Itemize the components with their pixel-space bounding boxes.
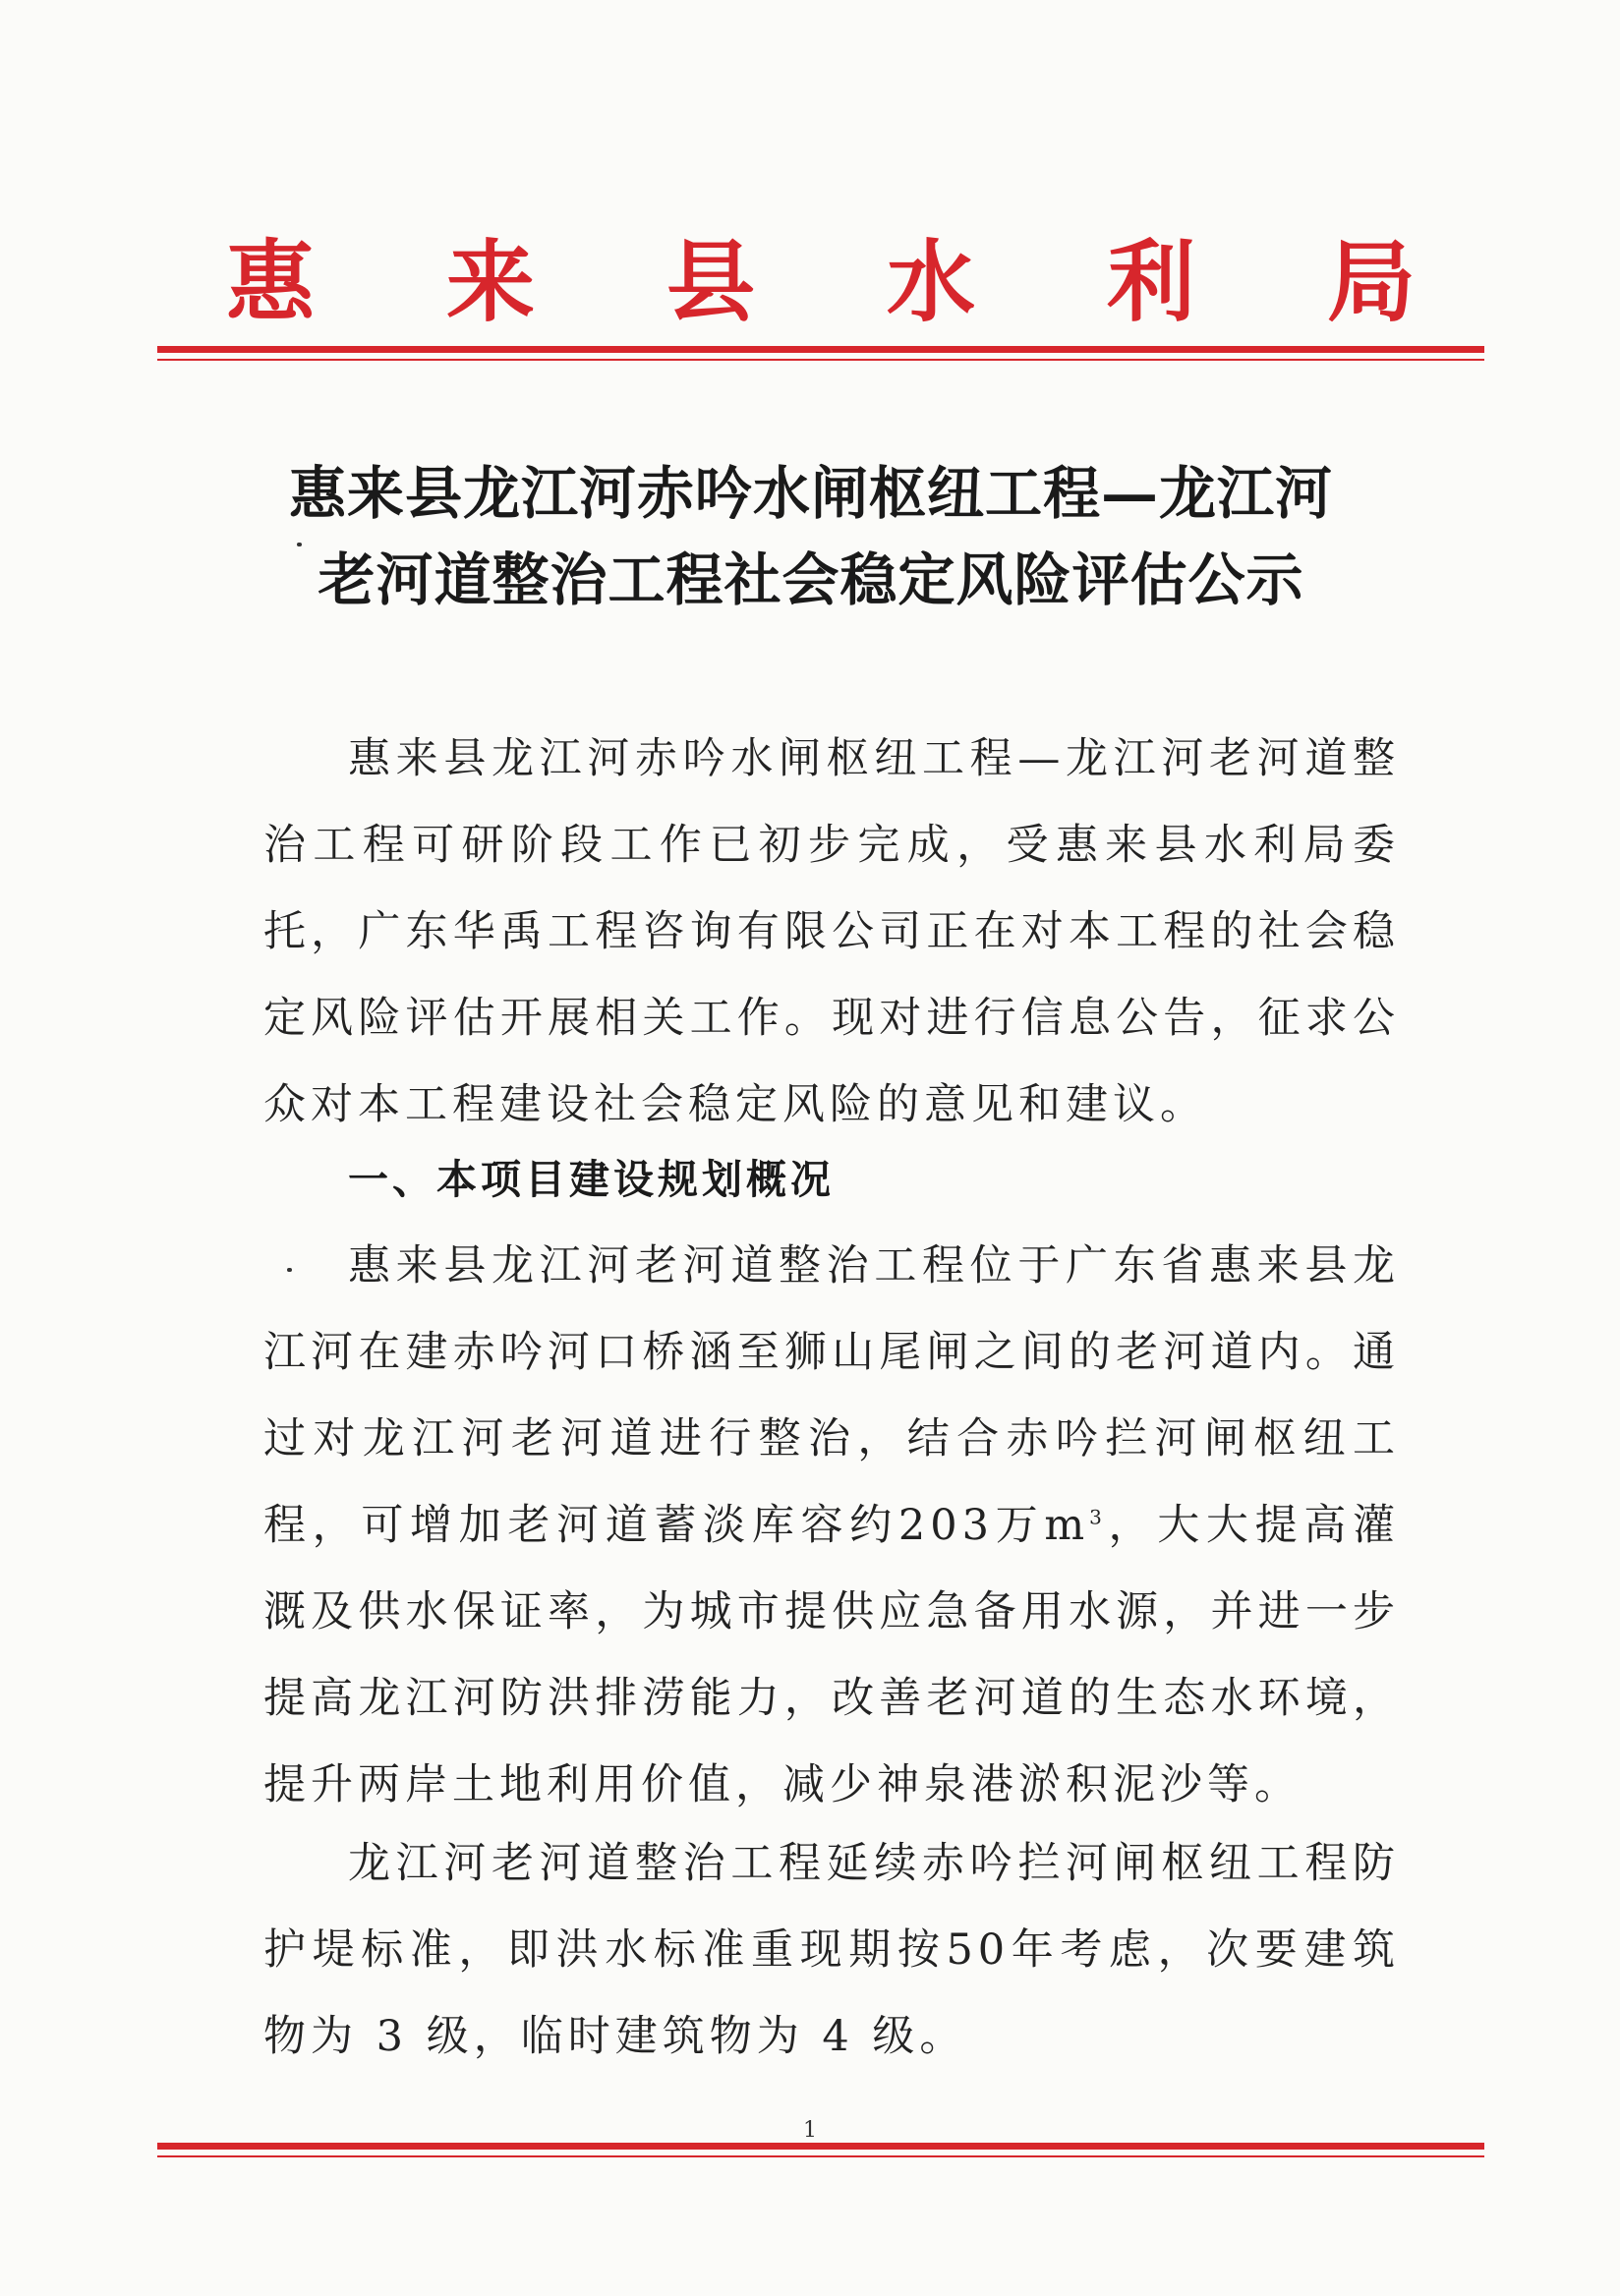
scan-speck: [297, 543, 302, 546]
letterhead-char: 利: [1107, 230, 1195, 334]
footer-red-rule: [157, 2143, 1484, 2157]
intro-paragraph: 惠来县龙江河赤吟水闸枢纽工程—龙江河老河道整治工程可研阶段工作已初步完成，受惠来县水利局委托，广东华禹工程咨询有限公司正在对本工程的社会稳定风险评估开展相关工作。现对进行信息公告，征求公众对本工程建设社会稳定风险的意见和建议。: [263, 734, 1400, 1129]
title-line-1: 惠来县龙江河赤吟水闸枢纽工程—龙江河: [288, 460, 1333, 527]
page-number: 1: [803, 2118, 817, 2143]
standard-paragraph: 龙江河老河道整治工程延续赤吟拦河闸枢纽工程防护堤标准，即洪水标准重现期按50年考虑，次要建筑物为 3 级，临时建筑物为 4 级。: [263, 1839, 1400, 2061]
overview-text-a: 惠来县龙江河老河道整治工程位于广东省惠来县龙江河在建赤吟河口桥涵至狮山尾闸之间的老河道内。通过对龙江河老河道进行整治，结合赤吟拦河闸枢纽工程，可增加老河道蓄淡库容约203万m: [263, 1241, 1400, 1550]
superscript-cubic: 3: [1089, 1505, 1107, 1529]
scan-speck: [287, 1268, 292, 1272]
overview-paragraph: [263, 1223, 1400, 1828]
document-title: [206, 450, 1416, 623]
letterhead-red-rule: [157, 346, 1484, 361]
letterhead-char: 县: [666, 230, 755, 334]
letterhead-char: 来: [446, 230, 535, 334]
title-line-2: 老河道整治工程社会稳定风险评估公示: [318, 546, 1304, 613]
letterhead-char: 水: [887, 230, 975, 334]
letterhead-char: 惠: [226, 230, 315, 334]
letterhead-title: [226, 228, 1416, 336]
letterhead-char: 局: [1327, 230, 1416, 334]
section-heading: 一、本项目建设规划概况: [348, 1156, 835, 1203]
overview-text-b: ，大大提高灌溉及供水保证率，为城市提供应急备用水源，并进一步提高龙江河防洪排涝能力，改善老河道的生态水环境，提升两岸土地利用价值，减少神泉港淤积泥沙等。: [263, 1501, 1400, 1809]
